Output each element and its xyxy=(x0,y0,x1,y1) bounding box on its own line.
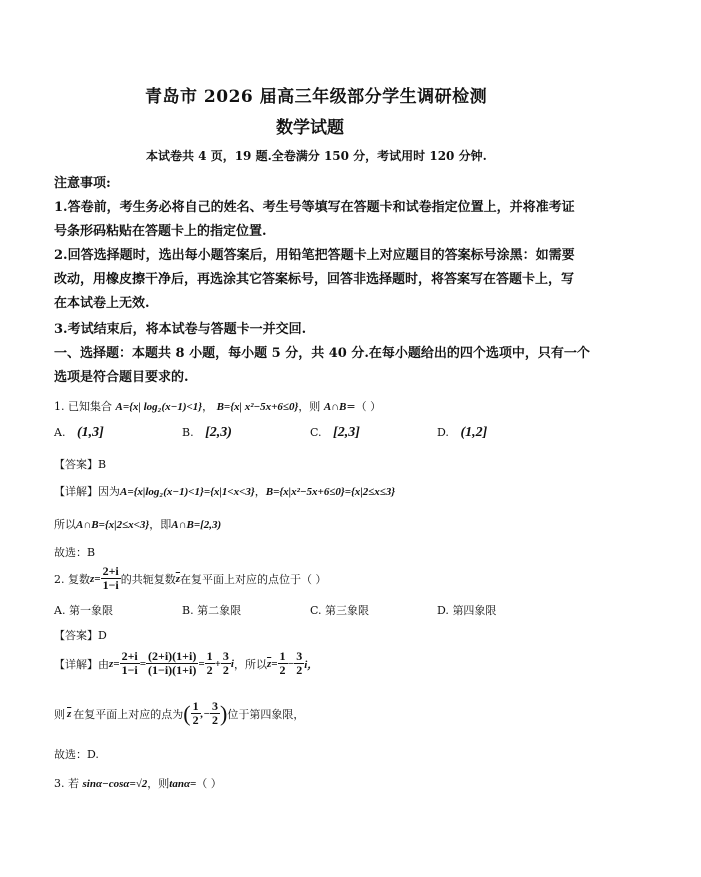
frac-den: 2 xyxy=(279,663,286,677)
question-3 xyxy=(54,775,222,791)
q2-detail-frac-2 xyxy=(146,650,198,677)
option-label: B. xyxy=(182,426,194,439)
frac-num: 2+i xyxy=(121,649,138,663)
q1-answer: 【答案】B xyxy=(54,458,107,471)
option-value: 第三象限 xyxy=(325,604,370,617)
q1-detail-a: A={x|log₂(x−1)<1}={x|1<x<3} xyxy=(120,486,255,498)
note-3: 3.考试结束后，将本试卷与答题卡一并交回. xyxy=(54,322,307,337)
q2-option-b xyxy=(182,602,241,618)
q2-detail-z: z= xyxy=(109,657,120,670)
q1-set-b: B={x| x²−5x+6≤0} xyxy=(216,401,299,413)
q1-so-prefix: 所以 xyxy=(54,518,76,531)
notes-heading: 注意事项: xyxy=(54,176,111,191)
frac-num: (2+i)(1+i) xyxy=(148,649,197,663)
q1-sep: ， xyxy=(202,400,214,413)
note-2-line-2: 改动，用橡皮擦干净后，再选涂其它答案标号，回答非选择题时，将答案写在答题卡上，写 xyxy=(54,272,575,287)
frac-den: (1−i)(1+i) xyxy=(148,663,197,677)
frac-den: 2 xyxy=(212,713,219,727)
imag-unit: i xyxy=(230,657,234,670)
section-heading-line-1: 一、选择题：本题共 8 小题，每小题 5 分，共 40 分.在每小题给出的四个选项中，只有一个 xyxy=(54,346,590,361)
frac-num: 1 xyxy=(206,649,213,663)
q2-detail-prefix: 【详解】由 xyxy=(54,657,109,671)
q1-detail xyxy=(54,483,395,499)
q2-point-mid: 在复平面上对应的点为 xyxy=(73,707,184,721)
q2-suffix: 的共轭复数 xyxy=(120,572,176,586)
q1-detail-sep: ， xyxy=(254,485,266,498)
q1-so-mid: ，即 xyxy=(149,518,172,531)
q1-so xyxy=(54,516,221,532)
q2-detail-frac-3 xyxy=(205,650,215,677)
q2-point xyxy=(54,700,304,727)
q1-set-a: A={x| log₂(x−1)<1} xyxy=(115,401,203,413)
q1-so-expr: A∩B={x|2≤x<3} xyxy=(76,519,150,531)
frac-num: 1 xyxy=(192,699,199,713)
option-value: [2,3) xyxy=(205,425,232,440)
option-value: (1,2] xyxy=(460,425,488,440)
page-title: 青岛市 2026 届高三年级部分学生调研检测 xyxy=(145,87,488,107)
q1-option-a xyxy=(54,425,104,441)
option-label: A. xyxy=(54,426,66,439)
q2-fraction xyxy=(101,565,121,592)
plus: + xyxy=(214,657,221,670)
q3-prefix: 3. 若 xyxy=(54,777,79,790)
exam-info: 本试卷共 4 页，19 题.全卷满分 150 分，考试用时 120 分钟. xyxy=(146,149,487,163)
q2-option-c xyxy=(310,602,369,618)
q1-so-expr2: A∩B=[2,3) xyxy=(171,519,222,531)
q2-prefix: 2. 复数 xyxy=(54,572,90,586)
note-2-line-3: 在本试卷上无效. xyxy=(54,296,150,311)
note-2-line-1: 2.回答选择题时，选出每小题答案后，用铅笔把答题卡上对应题目的答案标号涂黑：如需要 xyxy=(54,248,575,263)
option-label: D. xyxy=(437,426,449,439)
q2-detail-frac-4 xyxy=(221,650,231,677)
q3-expr: sinα−cosα=√2 xyxy=(82,778,148,790)
q2-detail-frac-5 xyxy=(278,650,288,677)
q2-point-frac-1 xyxy=(191,700,201,727)
frac-num: 1 xyxy=(279,649,286,663)
option-label: C. xyxy=(310,604,322,617)
q2-answer: 【答案】D xyxy=(54,629,107,642)
q2-detail-frac-6 xyxy=(294,650,304,677)
option-value: 第二象限 xyxy=(197,604,242,617)
frac-num: 3 xyxy=(212,699,219,713)
q1-detail-prefix: 【详解】因为 xyxy=(54,485,120,498)
q2-point-comma: ,− xyxy=(200,707,211,720)
equals: = xyxy=(139,657,147,670)
q1-option-d xyxy=(437,425,487,441)
section-heading-line-2: 选项是符合题目要求的. xyxy=(54,370,189,385)
q1-suffix: ，则 xyxy=(298,400,321,413)
q2-option-a xyxy=(54,602,113,618)
minus: − xyxy=(287,657,295,670)
q1-prefix: 1. 已知集合 xyxy=(54,400,112,413)
q1-detail-b: B={x|x²−5x+6≤0}={x|2≤x≤3} xyxy=(265,486,396,498)
q3-tail: （ ） xyxy=(196,777,222,790)
left-paren: ( xyxy=(183,700,191,726)
q2-option-d xyxy=(437,602,496,618)
question-1 xyxy=(54,398,381,414)
frac-den: 2 xyxy=(222,663,229,677)
q2-num: 2+i xyxy=(102,564,119,578)
q2-point-zbar: $\overline{z}$ xyxy=(67,707,72,720)
equals: = xyxy=(198,657,205,670)
q2-detail-end: i， xyxy=(304,658,319,671)
note-1-line-1: 1.答卷前，考生务必将自己的姓名、考生号等填写在答题卡和试卷指定位置上，并将准考证 xyxy=(54,200,575,215)
frac-num: 3 xyxy=(222,649,229,663)
option-label: D. xyxy=(437,604,449,617)
q2-zbar: $\overline{z}$ xyxy=(175,572,181,585)
frac-den: 2 xyxy=(206,663,213,677)
q2-detail-zbar: $\overline{z}$ xyxy=(266,657,272,670)
option-label: A. xyxy=(54,604,66,617)
frac-den: 2 xyxy=(192,713,199,727)
q2-detail-frac-1 xyxy=(120,650,140,677)
option-label: B. xyxy=(182,604,194,617)
q2-point-prefix: 则 xyxy=(54,707,65,721)
frac-den: 1−i xyxy=(121,663,138,677)
right-paren: ) xyxy=(220,700,228,726)
q1-tail: =（ ） xyxy=(346,400,382,413)
option-value: 第一象限 xyxy=(68,604,113,617)
option-value: 第四象限 xyxy=(452,604,497,617)
q1-option-b xyxy=(182,425,232,441)
note-1-line-2: 号条形码粘贴在答题卡上的指定位置. xyxy=(54,224,267,239)
q1-ask: A∩B xyxy=(323,401,347,413)
question-2 xyxy=(54,565,327,592)
q2-detail-so: ，所以 xyxy=(233,657,267,671)
q1-conclusion: 故选：B xyxy=(54,546,96,559)
q2-detail: 【详解】由 z= $\frac{2+i}{1-i}$ = $\frac{(2+i)(1+i)}{(1-i)(1+i)}$ = $\frac{1}{2}$ + $\frac{3}{2}$ i ，所以 $\overline{z}$ = $\frac{1}{2}$ − $\frac{3}{2}$ i， xyxy=(54,649,319,677)
q3-ask: tanα= xyxy=(169,778,197,790)
q2-point-frac-2 xyxy=(210,700,220,727)
q2-z: z= xyxy=(90,572,101,585)
frac-den: 2 xyxy=(296,663,303,677)
q2-point-suffix: 位于第四象限， xyxy=(227,707,305,721)
q2-den: 1−i xyxy=(102,578,119,592)
option-value: (1,3] xyxy=(76,425,104,440)
option-label: C. xyxy=(310,426,322,439)
frac-num: 3 xyxy=(296,649,303,663)
q2-suffix2: 在复平面上对应的点位于（ ） xyxy=(180,572,327,586)
option-value: [2,3] xyxy=(333,425,360,440)
q2-conclusion: 故选：D. xyxy=(54,748,99,761)
subject-title: 数学试题 xyxy=(276,118,344,138)
q3-mid: ，则 xyxy=(147,777,170,790)
q1-option-c xyxy=(310,425,360,441)
